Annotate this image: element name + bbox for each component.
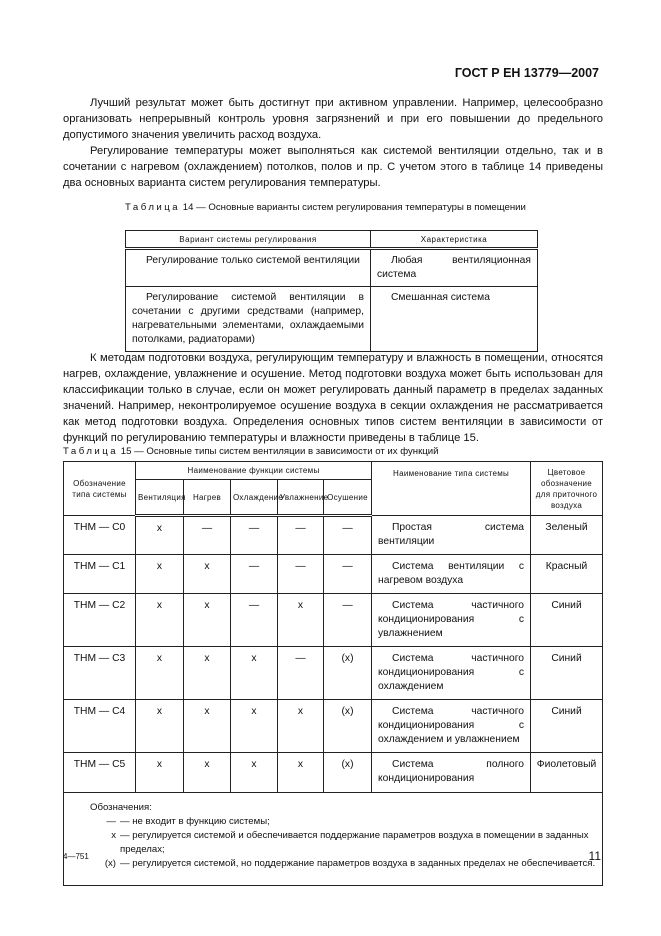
function-cell: x (231, 700, 278, 753)
function-cell: x (184, 700, 231, 753)
column-header: Цветовое обозначение для приточного воздуха (531, 462, 603, 516)
caption-prefix: Таблица (125, 202, 181, 213)
function-cell: x (136, 594, 184, 647)
function-cell: x (278, 753, 324, 793)
legend-text: — регулируется системой и обеспечивается поддержание параметров воздуха в помещении в заданных пределах; (120, 830, 589, 855)
system-name: Система частичного кондиционирования с охлаждением (372, 647, 531, 700)
column-header: Наименование типа системы (372, 462, 531, 516)
paragraph: Регулирование температуры может выполняться как системой вентиляции отдельно, так и в сочетании с нагревом (охлаждением) потолков, полов и пр. С учетом этого в таблице 14 приведены два основных варианта систем регулирования температуры. (63, 145, 603, 189)
table14-caption (125, 202, 538, 214)
cell: Любая вентиляционная система (371, 249, 538, 287)
color-designation: Синий (531, 647, 603, 700)
function-cell: — (231, 594, 278, 647)
function-cell: x (136, 647, 184, 700)
column-header: Охлаждение (231, 480, 278, 516)
system-name: Система частичного кондиционирования с увлажнением (372, 594, 531, 647)
legend-title: Обозначения: (90, 802, 152, 813)
function-cell: — (324, 555, 372, 594)
caption-text: 14 — Основные варианты систем регулирования температуры в помещении (182, 202, 526, 213)
column-header: Увлажнение (278, 480, 324, 516)
table15-caption (63, 446, 439, 458)
color-designation: Фиолетовый (531, 753, 603, 793)
code: THM — C4 (64, 700, 136, 753)
system-name: Система полного кондиционирования (372, 753, 531, 793)
system-name: Система вентиляции с нагревом воздуха (372, 555, 531, 594)
color-designation: Синий (531, 594, 603, 647)
table-15 (63, 461, 603, 886)
code: THM — C5 (64, 753, 136, 793)
table-row (64, 555, 603, 594)
function-cell: x (184, 753, 231, 793)
legend-text: — не входит в функцию системы; (120, 816, 270, 827)
function-cell: — (278, 647, 324, 700)
document-header: ГОСТ Р ЕН 13779—2007 (454, 66, 599, 80)
function-cell: — (278, 555, 324, 594)
cell: Смешанная система (371, 287, 538, 352)
code: THM — C3 (64, 647, 136, 700)
function-cell: x (184, 555, 231, 594)
column-header: Наименование функции системы (136, 462, 372, 480)
legend-item (90, 815, 602, 829)
code: THM — C2 (64, 594, 136, 647)
function-cell: — (184, 516, 231, 555)
legend-item (90, 857, 602, 877)
page-number: 11 (588, 849, 601, 863)
table-row (64, 700, 603, 753)
function-cell: (x) (324, 700, 372, 753)
table-row (64, 516, 603, 555)
table-row (126, 249, 538, 287)
function-cell: — (324, 516, 372, 555)
column-header: Нагрев (184, 480, 231, 516)
paragraph: К методам подготовки воздуха, регулирующим температуру и влажность в помещении, относятся нагрев, охлаждение, увлажнение и осушение. Метод подготовки воздуха может быть использован для классификации только в случае, если он может регулировать данный параметр в пределах заданных значений. Например, неконтролируемое осушение воздуха в секции охлаждения не рассматривается как метод подготовки воздуха. Определения основных типов систем вентиляции в зависимости от функций по регулированию температуры и влажности приведены в таблице 15. (63, 352, 603, 444)
column-header: Осушение (324, 480, 372, 516)
function-cell: x (231, 753, 278, 793)
table-14 (125, 230, 538, 352)
paragraph-group-2 (63, 350, 603, 446)
function-cell: — (324, 594, 372, 647)
color-designation: Синий (531, 700, 603, 753)
function-cell: x (136, 555, 184, 594)
print-code: 4—751 (63, 852, 89, 861)
function-cell: x (136, 516, 184, 555)
function-cell: x (278, 700, 324, 753)
color-designation: Зеленый (531, 516, 603, 555)
caption-prefix: Таблица (63, 446, 119, 457)
legend-key: x (111, 830, 116, 841)
function-cell: x (231, 647, 278, 700)
code: THM — C0 (64, 516, 136, 555)
function-cell: — (231, 516, 278, 555)
paragraph: Лучший результат может быть достигнут при активном управлении. Например, целесообразно организовать непрерывный контроль уровня загрязнений и при его повышении до предельного допустимого значения увеличить расход воздуха. (63, 97, 603, 141)
function-cell: x (184, 647, 231, 700)
function-cell: — (278, 516, 324, 555)
system-name: Система частичного кондиционирования с охлаждением и увлажнением (372, 700, 531, 753)
system-name: Простая система вентиляции (372, 516, 531, 555)
paragraph-group-1 (63, 95, 603, 191)
function-cell: x (184, 594, 231, 647)
table-row (64, 647, 603, 700)
table-row (64, 753, 603, 793)
function-cell: x (136, 753, 184, 793)
caption-text: 15 — Основные типы систем вентиляции в зависимости от их функций (120, 446, 439, 457)
function-cell: (x) (324, 647, 372, 700)
function-cell: (x) (324, 753, 372, 793)
legend-key: — (106, 816, 116, 827)
code: THM — C1 (64, 555, 136, 594)
cell: Регулирование системой вентиляции в сочетании с другими средствами (например, нагревательными элементами, охлаждаемыми потолками, радиаторами) (126, 287, 371, 352)
table-row (126, 287, 538, 352)
legend-text: — регулируется системой, но поддержание параметров воздуха в заданных пределах не обеспечивается. (120, 858, 596, 869)
cell: Регулирование только системой вентиляции (126, 249, 371, 287)
color-designation: Красный (531, 555, 603, 594)
legend-key: (x) (104, 858, 116, 869)
table-row (64, 594, 603, 647)
function-cell: — (231, 555, 278, 594)
function-cell: x (136, 700, 184, 753)
column-header: Вариант системы регулирования (126, 231, 371, 249)
legend-item (90, 829, 602, 857)
column-header: Характеристика (371, 231, 538, 249)
function-cell: x (278, 594, 324, 647)
column-header: Вентиляция (136, 480, 184, 516)
legend (64, 793, 603, 886)
column-header: Обозначение типа системы (64, 462, 136, 516)
